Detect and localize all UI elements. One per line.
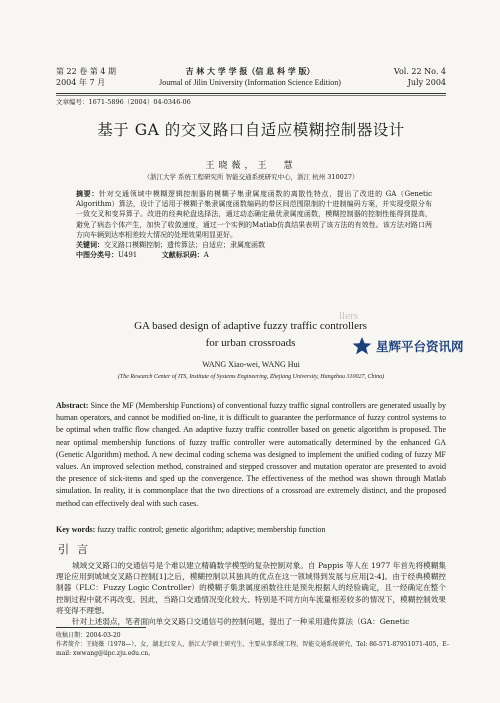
abstract-cn <box>76 189 432 260</box>
keywords-en-text: fuzzy traffic control; genetic algorithm; adaptive; membership function <box>97 525 326 534</box>
keywords-cn-text: 交叉路口模糊控制；遗传算法；自适应；隶属度函数 <box>104 241 265 250</box>
intro-body <box>56 560 446 627</box>
journal-name-cn: 吉 林 大 学 学 报（信 息 科 学 版） <box>185 66 315 76</box>
watermark-overlap-text: llers <box>339 310 358 322</box>
keywords-cn-label: 关键词： <box>76 240 104 250</box>
paper-title-en-line1: GA based design of adaptive fuzzy traffic controllers <box>134 320 367 332</box>
clc-value: U491 <box>118 251 138 260</box>
abstract-en-label: Abstract: <box>56 401 89 410</box>
authors-cn: 王晓薇，王 慧 <box>205 161 297 171</box>
footnote-rule <box>56 627 146 628</box>
date-en: July 2004 <box>407 78 446 87</box>
authors-en: WANG Xiao-wei, WANG Hui <box>202 360 300 369</box>
watermark <box>352 336 464 356</box>
header-rule-thin <box>56 95 446 96</box>
journal-name <box>140 66 360 88</box>
keywords-en <box>56 525 446 534</box>
volume-number-en: Vol. 22 No. 4 <box>393 67 446 76</box>
journal-volume-en <box>386 66 446 88</box>
doc-code-label: 文献标识码： <box>161 250 204 260</box>
clc-label: 中图分类号： <box>76 250 118 260</box>
classification-cn <box>76 250 432 260</box>
paper-title-cn: 基于 GA 的交叉路口自适应模糊控制器设计 <box>97 121 405 139</box>
volume-issue: 第 22 卷 第 4 期 <box>56 67 116 76</box>
abstract-en-text: Since the MF (Membership Functions) of conventional fuzzy traffic signal controllers are generated usually by human operators, and cannot be modified on-line, it is difficult to guarantee the performance of fuzzy control systems to be optimal when traffic flow changed. An adaptive fuzzy traffic controller based on genetic algorithm is proposed. The near optimal membership functions of fuzzy traffic controller were automatically determined by the enhanced GA (Genetic Algorithm) method. A new decimal coding schema was designed to implement the unified coding of fuzzy MF values. An improved selection method, constrained and stepped crossover and mutation operator are presented to avoid the presence of sick-items and sped up the convergence. The effectiveness of the method was shown through Matlab simulation. In reality, it is commonplace that the two directions of a crossroad are extremely distinct, and the proposed method can effectively deal with such cases. <box>56 401 446 508</box>
article-number: 文章编号：1671-5896（2004）04-0346-06 <box>56 98 191 106</box>
header-rule <box>56 93 446 94</box>
abstract-cn-label: 摘要： <box>76 189 100 198</box>
abstract-cn-text: 针对交通领域中模糊逻辑控制器的模糊子集隶属度函数的离散性特点，提出了改进的 GA（Genetic Algorithm）算法，设计了适用于模糊子集隶属度函数编码的带区间范围限制的十进制编码方案，并实现受限分布一致交叉和变异算子。改进的经典轮盘选择法，通过动态确定最优隶属度函数，模糊控制器的控制性能得到提高，避免了病态个体产生，加快了收敛速度，通过一个实例的Matlab仿真结果表明了该方法的有效性。该方法对路口两方向车辆到达率相差较大情况的处理效果明显更好。 <box>76 190 433 239</box>
affiliation-en: (The Research Center of ITS, Institute of Systems Engineering, Zhejiang University, Hangzhou 310027, China) <box>117 374 385 380</box>
affiliation-cn: （浙江大学 系统工程研究所 智能交通系统研究中心，浙江 杭州 310027） <box>143 173 359 181</box>
intro-paragraph-2: 针对上述弱点，笔者面向单交叉路口交通信号的控制问题，提出了一种采用遗传算法（GA：Genetic <box>72 617 410 627</box>
keywords-en-label: Key words: <box>56 525 96 534</box>
paper-title-en-line2: for urban crossroads <box>205 337 296 349</box>
received-date: 收稿日期：2004-03-20 <box>56 632 121 639</box>
abstract-en <box>56 400 446 510</box>
section-title-intro: 引言 <box>58 543 96 556</box>
paper-title-en <box>118 318 383 352</box>
issue-date: 2004 年 7 月 <box>56 78 106 87</box>
star-icon <box>352 336 372 356</box>
keywords-cn <box>76 240 432 250</box>
journal-volume-info <box>56 66 116 88</box>
journal-name-en: Journal of Jilin University (Information Science Edition) <box>159 78 341 87</box>
doc-code-value: A <box>203 251 209 260</box>
footnote <box>56 631 456 658</box>
watermark-text: 星辉平台资讯网 <box>376 339 464 354</box>
intro-paragraph-1: 城域交叉路口的交通信号是个难以建立精确数学模型的复杂控制对象。自 Pappis 等人在 1977 年首先将模糊集理论应用到城域交叉路口控制[1]之后，模糊控制以其独具的优点在这一领域得到发展与应用[2-4]。由于经典模糊控制器（FLC：Fuzzy Logic Controller）的模糊子集隶属度函数往往是预先根据人的经验确定，且一经确定在整个控制过程中就不再改变。因此，当路口交通情况变化较大、特别是不同方向车流量相差较多的情况下，模糊控制效果将变得不理想。 <box>56 561 446 615</box>
author-bio: 作者简介：王晓薇（1978—），女，湖北红安人，浙江大学硕士研究生，主要从事系统工程、智能交通系统研究，Tel: 86-571-87951071-405，E-mail: xwwang@iipc.zju.edu.cn。 <box>56 641 449 657</box>
